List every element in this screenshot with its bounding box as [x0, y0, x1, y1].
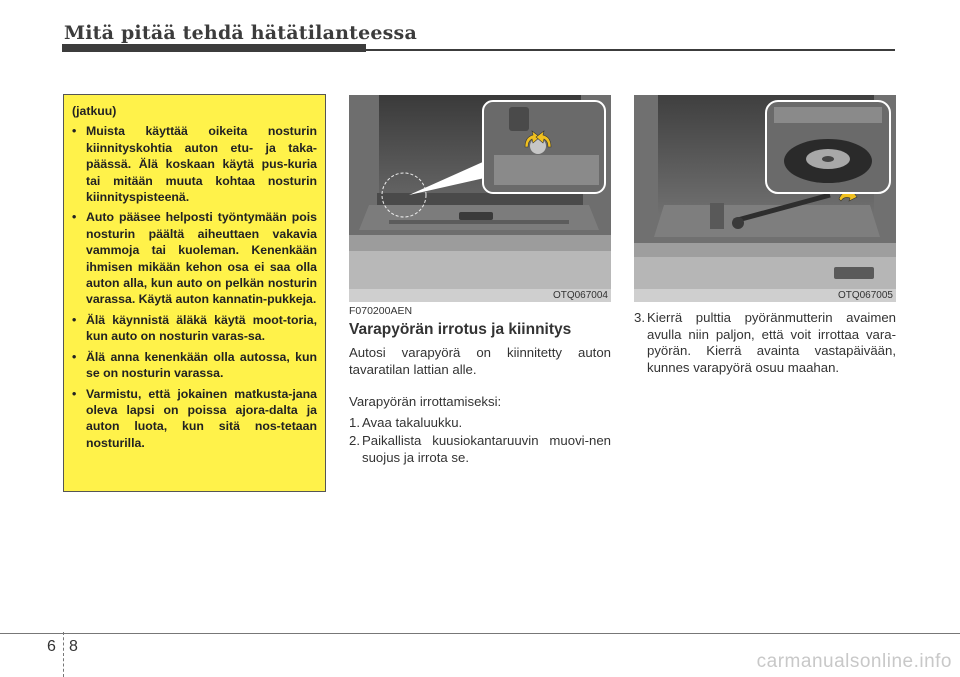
warning-item-text: Varmistu, että jokainen matkusta-jana oleva lapsi on poissa ajora-dalta ja auton luota, kun sitä nos-tetaan nosturilla. [86, 386, 317, 450]
bullet: • [72, 124, 77, 139]
footer-divider [63, 632, 64, 677]
page-number: 8 [69, 638, 78, 655]
bullet: • [72, 386, 77, 401]
step-item [349, 415, 611, 432]
step-item [634, 310, 896, 376]
step-text: Kierrä pulttia pyöränmutterin avaimen avulla niin paljon, että voit irrottaa vara-pyörän. Kierrä avainta vastapäivään, kunnes varapyörä osuu maahan. [647, 310, 896, 375]
warning-item [72, 209, 317, 307]
step-text: Avaa takaluukku. [362, 414, 463, 430]
figure-code-bar: OTQ067005 [634, 289, 896, 302]
warning-item-text: Älä anna kenenkään olla autossa, kun se on nosturin varassa. [86, 349, 317, 381]
section-intro: Autosi varapyörä on kiinnitetty auton tavaratilan lattian alle. [349, 345, 611, 377]
header-rule-thick [62, 44, 366, 52]
footer-rule [0, 633, 960, 634]
bullet: • [72, 349, 77, 364]
warning-item-text: Älä käynnistä äläkä käytä moot-toria, kun auto on nosturin varas-sa. [86, 312, 317, 344]
watermark: carmanualsonline.info [756, 651, 952, 672]
removal-intro: Varapyörän irrottamiseksi: [349, 394, 502, 409]
bullet: • [72, 312, 77, 327]
bullet: • [72, 210, 77, 225]
warning-list [72, 123, 317, 451]
header-rule-thin [366, 49, 895, 51]
trunk-photo-cover [349, 95, 611, 289]
warning-continued: (jatkuu) [72, 104, 117, 118]
steps-column [634, 310, 896, 378]
chapter-number: 6 [47, 638, 56, 655]
warning-item-text: Muista käyttää oikeita nosturin kiinnityskohtia auton etu- ja taka-päässä. Älä koskaan käytä pus-kuria tai mitään muuta kohtaa nosturin kiinnityspisteenä. [86, 124, 317, 205]
trunk-photo-wheel [634, 95, 896, 289]
section-column [349, 305, 611, 468]
figure-code-bar: OTQ067004 [349, 289, 611, 302]
section-code: F070200AEN [349, 305, 413, 317]
warning-item [72, 386, 317, 452]
warning-item [72, 123, 317, 205]
step-number: 1. [349, 414, 360, 430]
section-heading: Varapyörän irrotus ja kiinnitys [349, 321, 572, 338]
step-text: Paikallista kuusiokantaruuvin muovi-nen suojus ja irrota se. [362, 433, 611, 465]
step-number: 2. [349, 433, 360, 448]
warning-item [72, 312, 317, 345]
warning-item [72, 349, 317, 382]
step-item [349, 433, 611, 466]
warning-box [63, 94, 326, 492]
page-header-title: Mitä pitää tehdä hätätilanteessa [64, 22, 417, 44]
warning-item-text: Auto pääsee helposti työntymään pois nosturin päältä aiheuttaen vakavia vammoja tai kuoleman. Kenenkään ihmisen mikään kehon osa ei saa olla auton alla, kun auto on pelkän nosturin varassa. Käytä auton kannatin-pukkeja. [86, 210, 317, 307]
step-number: 3. [634, 310, 645, 325]
